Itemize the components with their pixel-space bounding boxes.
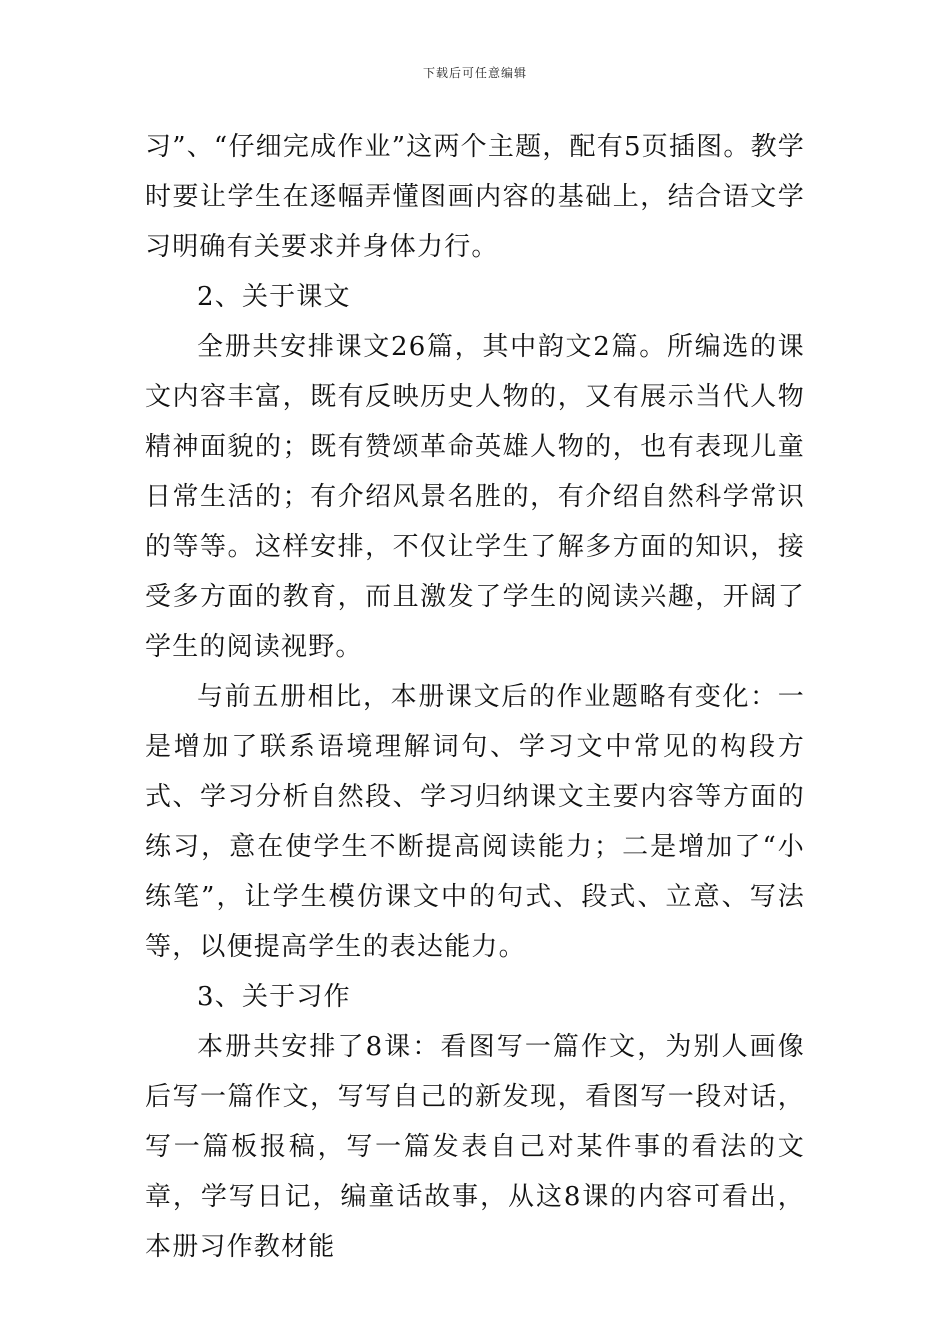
section-heading-texts: 2、关于课文 <box>197 282 351 312</box>
paragraph-continuation: 习”、“仔细完成作业”这两个主题，配有5页插图。教学时要让学生在逐幅弄懂图画内容的基础上，结合语文学习明确有关要求并身体力行。 <box>145 132 805 262</box>
document-body <box>145 122 805 1272</box>
page-header-note: 下载后可任意编辑 <box>422 66 527 80</box>
paragraph-composition-overview: 本册共安排了8课：看图写一篇作文，为别人画像后写一篇作文，写写自己的新发现，看图写一段对话，写一篇板报稿，写一篇发表自己对某件事的看法的文章，学写日记，编童话故事，从这8课的内容可看出，本册习作教材能 <box>145 1032 805 1262</box>
paragraph-exercise-changes: 与前五册相比，本册课文后的作业题略有变化：一是增加了联系语境理解词句、学习文中常见的构段方式、学习分析自然段、学习归纳课文主要内容等方面的练习，意在使学生不断提高阅读能力；二是增加了“小练笔”，让学生模仿课文中的句式、段式、立意、写法等，以便提高学生的表达能力。 <box>145 682 805 962</box>
section-heading-composition: 3、关于习作 <box>197 982 351 1012</box>
paragraph-texts-overview: 全册共安排课文26篇，其中韵文2篇。所编选的课文内容丰富，既有反映历史人物的，又有展示当代人物精神面貌的；既有赞颂革命英雄人物的，也有表现儿童日常生活的；有介绍风景名胜的，有介绍自然科学常识的等等。这样安排，不仅让学生了解多方面的知识，接受多方面的教育，而且激发了学生的阅读兴趣，开阔了学生的阅读视野。 <box>145 332 805 662</box>
